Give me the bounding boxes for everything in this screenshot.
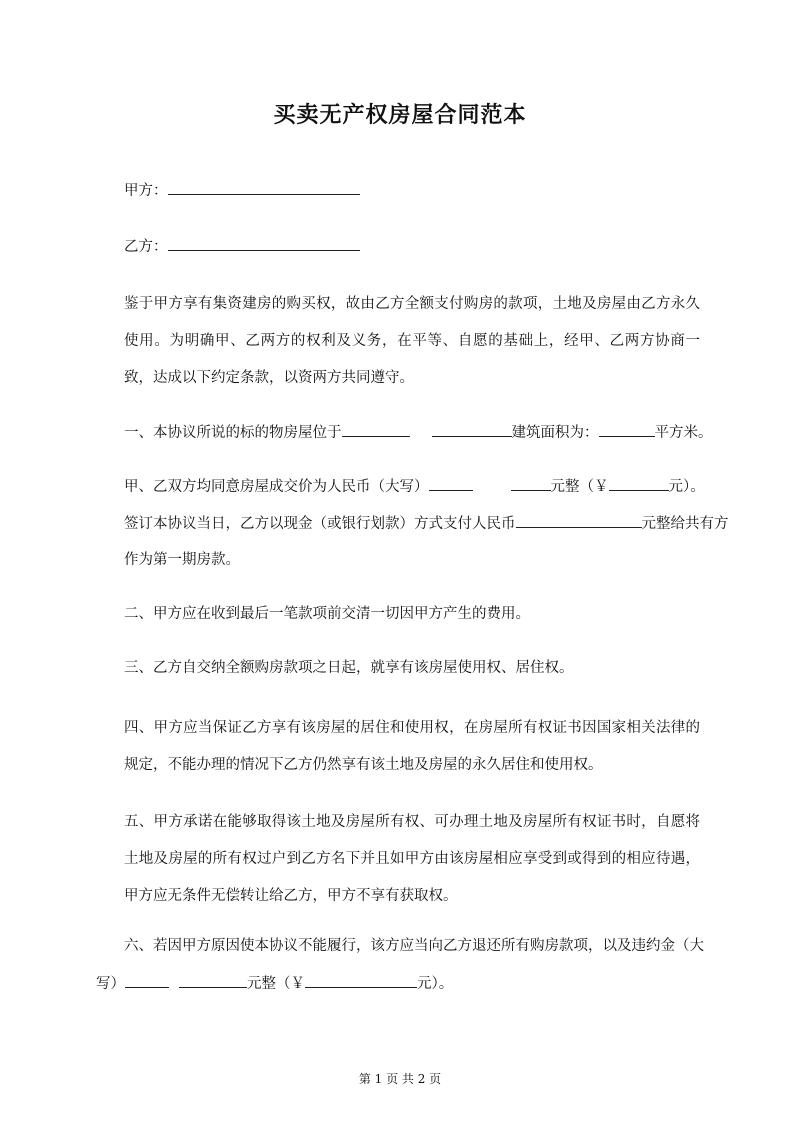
clause-2: [124, 604, 530, 624]
intro-paragraph: [124, 286, 700, 397]
clause-6-line-1: [124, 936, 704, 956]
price-blank-4: [516, 513, 642, 528]
clause-1-text-b: 建筑面积为：: [511, 425, 599, 441]
party-a-blank: [168, 180, 360, 195]
clause-6-blank-1: [125, 973, 169, 988]
clause-6-text-b: 写）: [96, 976, 125, 992]
clause-6-blank-2: [179, 973, 247, 988]
price-text-f: 作为第一期房款。: [124, 552, 240, 568]
clause-6-text-d: 元）。: [417, 976, 454, 992]
clause-1: [124, 422, 713, 443]
price-blank-2: [511, 476, 551, 491]
clause-6-blank-3: [305, 973, 417, 988]
party-b-line: [124, 236, 360, 257]
party-b-label: 乙方：: [124, 239, 168, 255]
price-line-2: [124, 513, 729, 534]
page-title: 买卖无产权房屋合同范本: [273, 102, 527, 128]
clause-4-text: 四、甲方应当保证乙方享有该房屋的居住和使用权，在房屋所有权证书因国家相关法律的规定，不能办理的情况下乙方仍然享有该土地及房屋的永久居住和使用权。: [124, 720, 700, 773]
clause-1-blank-2: [432, 422, 512, 437]
price-text-a: 甲、乙双方均同意房屋成交价为人民币（大写）: [124, 479, 429, 495]
price-line-1: [124, 476, 705, 497]
party-a-line: [124, 180, 360, 201]
price-text-d: 签订本协议当日，乙方以现金（或银行划款）方式支付人民币: [124, 516, 516, 532]
price-blank-1: [429, 476, 473, 491]
clause-3-text: 三、乙方自交纳全额购房款项之日起，就享有该房屋使用权、居住权。: [124, 660, 574, 676]
price-line-3: [124, 550, 240, 570]
price-text-e: 元整给共有方: [641, 516, 729, 532]
clause-5: [124, 804, 700, 915]
clause-6-text-a: 六、若因甲方原因使本协议不能履行，该方应当向乙方退还所有购房款项，以及违约金（大: [124, 938, 704, 954]
clause-1-blank-1: [342, 422, 410, 437]
page-footer: 第 1 页 共 2 页: [358, 1072, 442, 1086]
clause-1-blank-3: [599, 422, 655, 437]
clause-1-text-a: 一、本协议所说的标的物房屋位于: [124, 425, 342, 441]
intro-text: 鉴于甲方享有集资建房的购买权，故由乙方全额支付购房的款项，土地及房屋由乙方永久使用。为明确甲、乙两方的权利及义务，在平等、自愿的基础上，经甲、乙两方协商一致，达成以下约定条款，以资两方共同遵守。: [124, 296, 700, 386]
clause-2-text: 二、甲方应在收到最后一笔款项前交清一切因甲方产生的费用。: [124, 606, 530, 622]
price-text-b: 元整（￥: [550, 479, 609, 495]
price-blank-3: [609, 476, 669, 491]
clause-6-text-c: 元整（￥: [247, 976, 305, 992]
clause-3: [124, 658, 574, 678]
price-text-c: 元）。: [668, 479, 705, 495]
clause-1-text-c: 平方米。: [654, 425, 713, 441]
party-a-label: 甲方：: [124, 183, 168, 199]
party-b-blank: [168, 236, 360, 251]
clause-6-line-2: [96, 973, 453, 994]
clause-5-text: 五、甲方承诺在能够取得该土地及房屋所有权、可办理土地及房屋所有权证书时，自愿将土地及房屋的所有权过户到乙方名下并且如甲方由该房屋相应享受到或得到的相应待遇，甲方应无条件无偿转让给乙方，甲方不享有获取权。: [124, 814, 700, 904]
clause-4: [124, 710, 700, 784]
